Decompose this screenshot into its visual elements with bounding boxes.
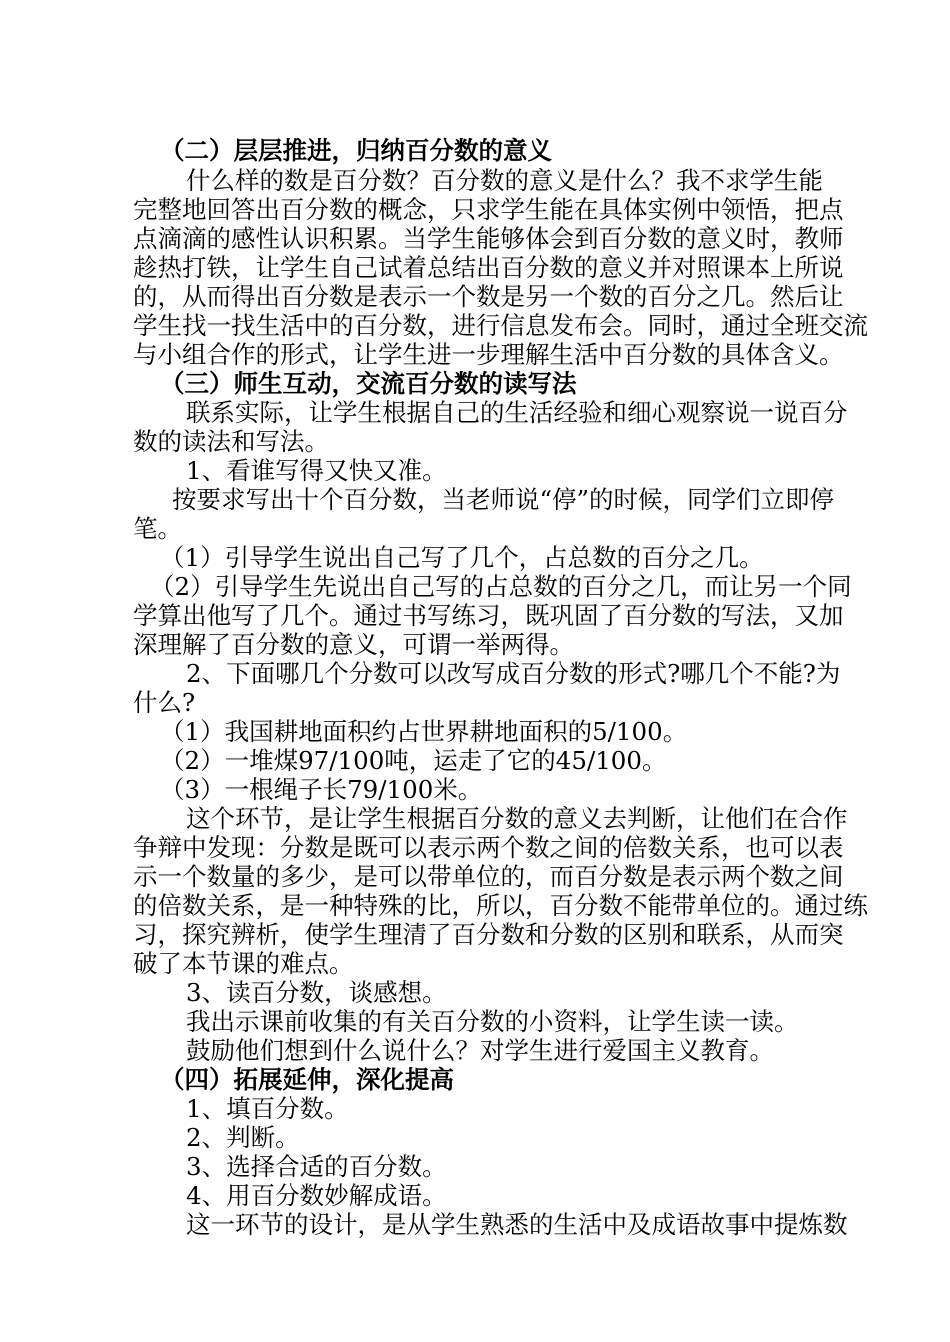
paragraph-line: 习，探究辨析，使学生理清了百分数和分数的区别和联系，从而突	[133, 920, 844, 949]
section-heading-4: （四）拓展延伸，深化提高	[160, 1065, 454, 1094]
list-item: 1、填百分数。	[186, 1094, 349, 1123]
paragraph-line: 什么?	[133, 688, 196, 717]
section-heading-3: （三）师生互动，交流百分数的读写法	[160, 369, 577, 398]
paragraph-line: 学生找一找生活中的百分数，进行信息发布会。同时，通过全班交流	[133, 311, 868, 340]
paragraph-line: 笔。	[133, 514, 182, 543]
paragraph-line: 破了本节课的难点。	[133, 949, 354, 978]
list-item: 2、判断。	[186, 1123, 300, 1152]
paragraph-line: 争辩中发现：分数是既可以表示两个数之间的倍数关系，也可以表	[133, 833, 844, 862]
paragraph-line: 的，从而得出百分数是表示一个数是另一个数的百分之几。然后让	[133, 282, 844, 311]
paragraph-line: 点滴滴的感性认识积累。当学生能够体会到百分数的意义时，教师	[133, 224, 844, 253]
list-item: 2、下面哪几个分数可以改写成百分数的形式?哪几个不能?为	[186, 659, 841, 688]
list-item: （3）一根绳子长79/100米。	[160, 775, 483, 804]
paragraph-line: 我出示课前收集的有关百分数的小资料，让学生读一读。	[186, 1007, 799, 1036]
paragraph-line: 学算出他写了几个。通过书写练习，既巩固了百分数的写法，又加	[133, 601, 844, 630]
paragraph-line: 完整地回答出百分数的概念，只求学生能在具体实例中领悟，把点	[133, 195, 844, 224]
paragraph-line: 数的读法和写法。	[133, 427, 329, 456]
paragraph-line: 这一环节的设计，是从学生熟悉的生活中及成语故事中提炼数	[186, 1210, 848, 1239]
list-item: 4、用百分数妙解成语。	[186, 1181, 447, 1210]
list-item: （2）一堆煤97/100吨，运走了它的45/100。	[160, 746, 667, 775]
paragraph-line: 联系实际，让学生根据自己的生活经验和细心观察说一说百分	[186, 398, 848, 427]
paragraph-line: 趁热打铁，让学生自己试着总结出百分数的意义并对照课本上所说	[133, 253, 844, 282]
paragraph-line: 什么样的数是百分数？百分数的意义是什么？我不求学生能	[186, 166, 823, 195]
paragraph-line: 与小组合作的形式，让学生进一步理解生活中百分数的具体含义。	[133, 340, 844, 369]
paragraph-line: 深理解了百分数的意义，可谓一举两得。	[133, 630, 574, 659]
paragraph-line: 的倍数关系，是一种特殊的比，所以，百分数不能带单位的。通过练	[133, 891, 868, 920]
paragraph-line: 鼓励他们想到什么说什么？对学生进行爱国主义教育。	[186, 1036, 774, 1065]
list-item: （1）我国耕地面积约占世界耕地面积的5/100。	[160, 717, 688, 746]
paragraph-line: 这个环节，是让学生根据百分数的意义去判断，让他们在合作	[186, 804, 848, 833]
list-item: 3、选择合适的百分数。	[186, 1152, 447, 1181]
list-item: （1）引导学生说出自己写了几个，占总数的百分之几。	[160, 543, 764, 572]
list-item: （2）引导学生先说出自己写的占总数的百分之几，而让另一个同	[150, 572, 852, 601]
paragraph-line: 按要求写出十个百分数，当老师说“停”的时候，同学们立即停	[172, 485, 835, 514]
list-item: 1、看谁写得又快又准。	[186, 456, 447, 485]
paragraph-line: 示一个数量的多少，是可以带单位的，而百分数是表示两个数之间	[133, 862, 844, 891]
list-item: 3、读百分数，谈感想。	[186, 978, 447, 1007]
section-heading-2: （二）层层推进，归纳百分数的意义	[160, 136, 552, 165]
